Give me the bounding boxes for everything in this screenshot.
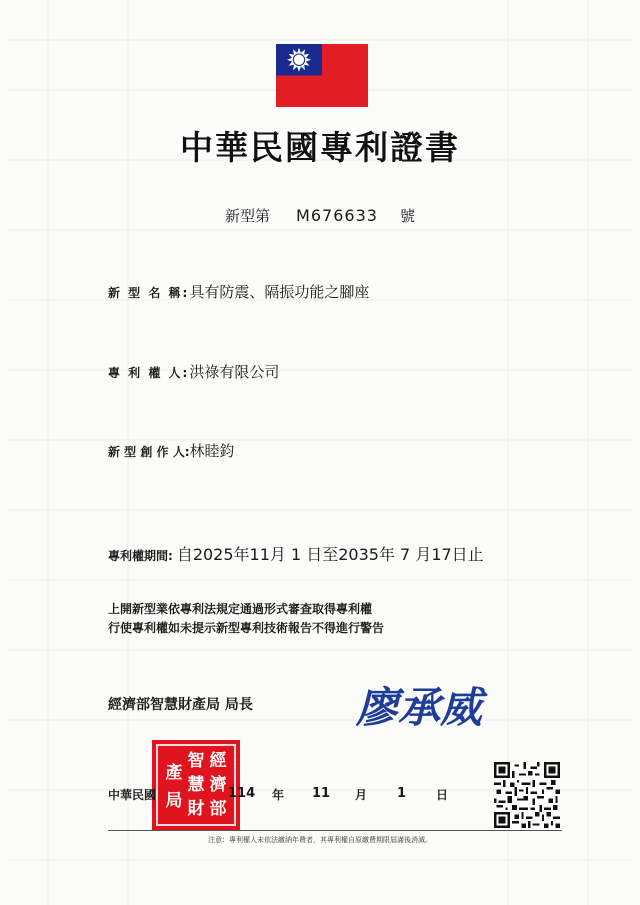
date-month: 11 [312, 786, 331, 801]
legal-notice-line-1: 上開新型業依專利法規定通過形式審查取得專利權 [108, 602, 373, 616]
certificate-prefix: 新型第 [225, 207, 271, 225]
certificate-number-line [0, 205, 640, 226]
director-signature [352, 676, 532, 738]
signature-text: 廖承威 [356, 683, 483, 732]
date-era: 中華民國 [108, 788, 157, 802]
date-month-unit: 月 [355, 788, 368, 802]
flag-icon [276, 44, 368, 107]
qr-code-icon [494, 762, 560, 828]
certificate-number: M676633 [296, 206, 378, 225]
legal-notice [108, 600, 384, 638]
seal-char: 慧 [187, 775, 205, 795]
creator-row [108, 440, 235, 461]
date-year-unit: 年 [272, 788, 285, 802]
seal-char: 智 [187, 751, 205, 771]
patent-term-row [108, 542, 484, 565]
patent-term-label: 專利權期間: [108, 549, 173, 563]
patentee-value: 洪祿有限公司 [189, 363, 280, 381]
patentee-row [108, 361, 279, 382]
issuing-official: 經濟部智慧財產局 局長 [108, 697, 253, 713]
certificate-suffix: 號 [399, 207, 415, 225]
creator-value: 林睦鈞 [189, 442, 235, 460]
certificate-title: 中華民國專利證書 [180, 128, 460, 167]
legal-notice-line-2: 行使專利權如未提示新型專利技術報告不得進行警告 [108, 621, 385, 635]
patent-term-value: 自2025年11月 1 日至2035年 7 月17日止 [176, 545, 484, 564]
utility-model-name-row [108, 281, 369, 302]
date-day: 1 [397, 786, 407, 801]
seal-char: 局 [165, 791, 183, 811]
seal-char: 部 [209, 799, 227, 819]
date-year: 114 [228, 786, 256, 801]
utility-model-name-value: 具有防震、隔振功能之腳座 [189, 283, 370, 301]
seal-char: 濟 [209, 775, 227, 795]
seal-char: 經 [209, 751, 227, 771]
seal-char: 產 [165, 763, 183, 783]
date-day-unit: 日 [436, 788, 449, 802]
seal-char: 財 [187, 799, 205, 819]
patentee-label: 專 利 權 人: [108, 366, 190, 380]
utility-model-name-label: 新 型 名 稱: [108, 286, 190, 300]
official-seal [152, 740, 240, 830]
creator-label: 新 型 創 作 人: [108, 445, 190, 459]
footer-divider [108, 830, 562, 831]
footnote: 注意：專利權人未依法繳納年費者，其專利權自原繳費期限屆滿後消滅。 [208, 836, 432, 844]
